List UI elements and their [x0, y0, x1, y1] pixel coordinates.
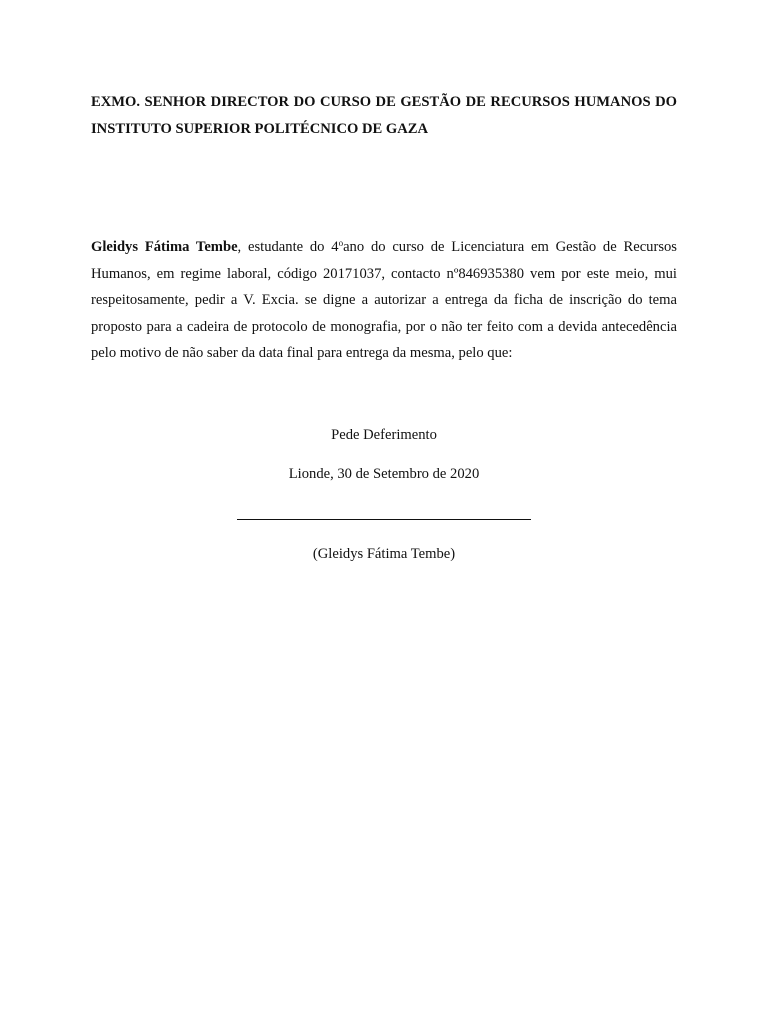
closing-phrase: Pede Deferimento [331, 427, 437, 443]
ordinal-superscript: o [338, 238, 344, 248]
letter-body [91, 234, 677, 367]
body-text-part1: , estudante do 4 [237, 239, 339, 255]
signature-name: (Gleidys Fátima Tembe) [312, 546, 456, 562]
addressee-heading: EXMO. SENHOR DIRECTOR DO CURSO DE GESTÃO DE RECURSOS HUMANOS DO INSTITUTO SUPERIOR POLITÉCNICO DE GAZA [91, 94, 677, 137]
signature-line [237, 519, 531, 520]
body-text-part2: ano do curso de Licenciatura em Gestão de Recursos Humanos, em regime laboral, código 20171037, contacto nº846935380 vem por este meio, mui respeitosamente, pedir a V. Excia. se digne a autorizar a entrega da ficha de inscrição do tema proposto para a cadeira de protocolo de monografia, por o não ter feito com a devida antecedência pelo motivo de não saber da data final para entrega da mesma, pelo que: [91, 239, 677, 361]
place-and-date: Lionde, 30 de Setembro de 2020 [288, 466, 480, 482]
author-name: Gleidys Fátima Tembe [91, 239, 238, 255]
